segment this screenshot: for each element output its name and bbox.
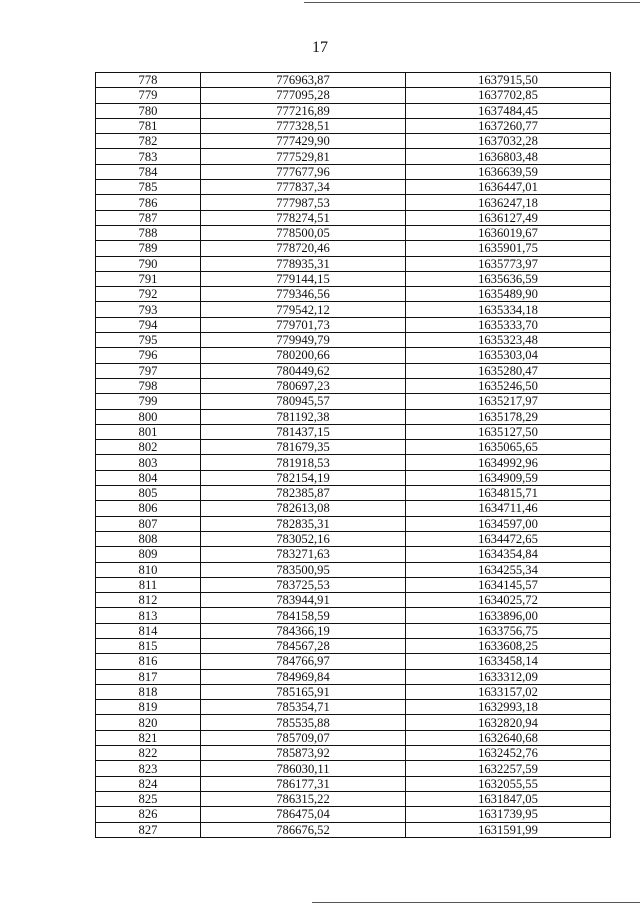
y-coordinate-cell: 1637032,28 (406, 134, 611, 149)
x-coordinate-cell: 779346,56 (201, 287, 406, 302)
point-number-cell: 818 (96, 684, 201, 699)
x-coordinate-cell: 782613,08 (201, 501, 406, 516)
x-coordinate-cell: 779701,73 (201, 317, 406, 332)
table-row (96, 363, 611, 378)
point-number-cell: 823 (96, 761, 201, 776)
point-number-cell: 811 (96, 577, 201, 592)
x-coordinate-cell: 783052,16 (201, 531, 406, 546)
point-number-cell: 810 (96, 562, 201, 577)
x-coordinate-cell: 778720,46 (201, 241, 406, 256)
x-coordinate-cell: 778935,31 (201, 256, 406, 271)
table-row (96, 134, 611, 149)
point-number-cell: 819 (96, 700, 201, 715)
table-row (96, 531, 611, 546)
table-row (96, 88, 611, 103)
x-coordinate-cell: 781918,53 (201, 455, 406, 470)
x-coordinate-cell: 779949,79 (201, 333, 406, 348)
table-row (96, 608, 611, 623)
table-row (96, 394, 611, 409)
y-coordinate-cell: 1635065,65 (406, 440, 611, 455)
x-coordinate-cell: 777328,51 (201, 118, 406, 133)
point-number-cell: 785 (96, 180, 201, 195)
x-coordinate-cell: 781679,35 (201, 440, 406, 455)
table-row (96, 807, 611, 822)
point-number-cell: 820 (96, 715, 201, 730)
y-coordinate-cell: 1633756,75 (406, 623, 611, 638)
point-number-cell: 788 (96, 225, 201, 240)
y-coordinate-cell: 1632257,59 (406, 761, 611, 776)
x-coordinate-cell: 783500,95 (201, 562, 406, 577)
table-row (96, 562, 611, 577)
x-coordinate-cell: 784158,59 (201, 608, 406, 623)
y-coordinate-cell: 1632640,68 (406, 730, 611, 745)
y-coordinate-cell: 1634711,46 (406, 501, 611, 516)
point-number-cell: 782 (96, 134, 201, 149)
point-number-cell: 792 (96, 287, 201, 302)
x-coordinate-cell: 779144,15 (201, 271, 406, 286)
table-row (96, 715, 611, 730)
x-coordinate-cell: 786475,04 (201, 807, 406, 822)
point-number-cell: 807 (96, 516, 201, 531)
table-row (96, 149, 611, 164)
x-coordinate-cell: 782835,31 (201, 516, 406, 531)
y-coordinate-cell: 1632055,55 (406, 776, 611, 791)
y-coordinate-cell: 1631847,05 (406, 791, 611, 806)
y-coordinate-cell: 1634145,57 (406, 577, 611, 592)
y-coordinate-cell: 1637484,45 (406, 103, 611, 118)
table-row (96, 791, 611, 806)
point-number-cell: 808 (96, 531, 201, 546)
point-number-cell: 781 (96, 118, 201, 133)
point-number-cell: 812 (96, 593, 201, 608)
point-number-cell: 824 (96, 776, 201, 791)
y-coordinate-cell: 1637260,77 (406, 118, 611, 133)
x-coordinate-cell: 783944,91 (201, 593, 406, 608)
table-row (96, 348, 611, 363)
point-number-cell: 826 (96, 807, 201, 822)
y-coordinate-cell: 1634255,34 (406, 562, 611, 577)
x-coordinate-cell: 776963,87 (201, 73, 406, 88)
y-coordinate-cell: 1636019,67 (406, 225, 611, 240)
y-coordinate-cell: 1634472,65 (406, 531, 611, 546)
table-row (96, 440, 611, 455)
coordinates-table (95, 72, 611, 838)
y-coordinate-cell: 1634909,59 (406, 470, 611, 485)
table-row (96, 195, 611, 210)
bottom-rule (312, 902, 640, 903)
table-row (96, 638, 611, 653)
x-coordinate-cell: 780945,57 (201, 394, 406, 409)
point-number-cell: 789 (96, 241, 201, 256)
y-coordinate-cell: 1637915,50 (406, 73, 611, 88)
table-row (96, 577, 611, 592)
page-number: 17 (312, 39, 328, 56)
table-row (96, 241, 611, 256)
y-coordinate-cell: 1635178,29 (406, 409, 611, 424)
point-number-cell: 796 (96, 348, 201, 363)
y-coordinate-cell: 1634992,96 (406, 455, 611, 470)
y-coordinate-cell: 1636127,49 (406, 210, 611, 225)
x-coordinate-cell: 780697,23 (201, 378, 406, 393)
table-row (96, 455, 611, 470)
table-row (96, 180, 611, 195)
table-row (96, 103, 611, 118)
y-coordinate-cell: 1635901,75 (406, 241, 611, 256)
x-coordinate-cell: 785165,91 (201, 684, 406, 699)
top-rule (304, 2, 640, 3)
y-coordinate-cell: 1635323,48 (406, 333, 611, 348)
point-number-cell: 822 (96, 746, 201, 761)
table-row (96, 317, 611, 332)
x-coordinate-cell: 780449,62 (201, 363, 406, 378)
x-coordinate-cell: 778274,51 (201, 210, 406, 225)
point-number-cell: 806 (96, 501, 201, 516)
point-number-cell: 821 (96, 730, 201, 745)
table-row (96, 470, 611, 485)
point-number-cell: 779 (96, 88, 201, 103)
y-coordinate-cell: 1636639,59 (406, 164, 611, 179)
x-coordinate-cell: 783725,53 (201, 577, 406, 592)
point-number-cell: 815 (96, 638, 201, 653)
y-coordinate-cell: 1633157,02 (406, 684, 611, 699)
y-coordinate-cell: 1637702,85 (406, 88, 611, 103)
table-row (96, 623, 611, 638)
y-coordinate-cell: 1636803,48 (406, 149, 611, 164)
table-row (96, 73, 611, 88)
x-coordinate-cell: 786315,22 (201, 791, 406, 806)
y-coordinate-cell: 1633608,25 (406, 638, 611, 653)
y-coordinate-cell: 1634597,00 (406, 516, 611, 531)
table-row (96, 669, 611, 684)
table-row (96, 822, 611, 837)
table-row (96, 486, 611, 501)
point-number-cell: 794 (96, 317, 201, 332)
point-number-cell: 804 (96, 470, 201, 485)
table-row (96, 424, 611, 439)
x-coordinate-cell: 784567,28 (201, 638, 406, 653)
y-coordinate-cell: 1633458,14 (406, 654, 611, 669)
table-row (96, 271, 611, 286)
x-coordinate-cell: 786676,52 (201, 822, 406, 837)
x-coordinate-cell: 783271,63 (201, 547, 406, 562)
table-row (96, 684, 611, 699)
y-coordinate-cell: 1636447,01 (406, 180, 611, 195)
table-row (96, 378, 611, 393)
y-coordinate-cell: 1635489,90 (406, 287, 611, 302)
point-number-cell: 795 (96, 333, 201, 348)
table-row (96, 654, 611, 669)
y-coordinate-cell: 1634815,71 (406, 486, 611, 501)
table-row (96, 302, 611, 317)
point-number-cell: 800 (96, 409, 201, 424)
table-row (96, 516, 611, 531)
x-coordinate-cell: 779542,12 (201, 302, 406, 317)
table-row (96, 256, 611, 271)
y-coordinate-cell: 1635636,59 (406, 271, 611, 286)
y-coordinate-cell: 1635246,50 (406, 378, 611, 393)
x-coordinate-cell: 784366,19 (201, 623, 406, 638)
point-number-cell: 801 (96, 424, 201, 439)
x-coordinate-cell: 781437,15 (201, 424, 406, 439)
y-coordinate-cell: 1636247,18 (406, 195, 611, 210)
point-number-cell: 780 (96, 103, 201, 118)
x-coordinate-cell: 777987,53 (201, 195, 406, 210)
table-row (96, 333, 611, 348)
x-coordinate-cell: 778500,05 (201, 225, 406, 240)
x-coordinate-cell: 785873,92 (201, 746, 406, 761)
point-number-cell: 802 (96, 440, 201, 455)
table-row (96, 118, 611, 133)
table-row (96, 225, 611, 240)
table-row (96, 761, 611, 776)
point-number-cell: 797 (96, 363, 201, 378)
table-row (96, 501, 611, 516)
table-row (96, 287, 611, 302)
x-coordinate-cell: 784766,97 (201, 654, 406, 669)
point-number-cell: 809 (96, 547, 201, 562)
x-coordinate-cell: 785354,71 (201, 700, 406, 715)
point-number-cell: 791 (96, 271, 201, 286)
y-coordinate-cell: 1631591,99 (406, 822, 611, 837)
x-coordinate-cell: 777677,96 (201, 164, 406, 179)
point-number-cell: 790 (96, 256, 201, 271)
coordinates-table-body (96, 73, 611, 838)
y-coordinate-cell: 1635280,47 (406, 363, 611, 378)
point-number-cell: 816 (96, 654, 201, 669)
x-coordinate-cell: 777216,89 (201, 103, 406, 118)
table-row (96, 700, 611, 715)
y-coordinate-cell: 1635127,50 (406, 424, 611, 439)
point-number-cell: 805 (96, 486, 201, 501)
point-number-cell: 814 (96, 623, 201, 638)
point-number-cell: 783 (96, 149, 201, 164)
x-coordinate-cell: 782385,87 (201, 486, 406, 501)
x-coordinate-cell: 777529,81 (201, 149, 406, 164)
table-row (96, 593, 611, 608)
point-number-cell: 784 (96, 164, 201, 179)
point-number-cell: 803 (96, 455, 201, 470)
table-row (96, 776, 611, 791)
point-number-cell: 798 (96, 378, 201, 393)
point-number-cell: 799 (96, 394, 201, 409)
table-row (96, 730, 611, 745)
x-coordinate-cell: 780200,66 (201, 348, 406, 363)
table-row (96, 210, 611, 225)
x-coordinate-cell: 784969,84 (201, 669, 406, 684)
point-number-cell: 786 (96, 195, 201, 210)
table-row (96, 409, 611, 424)
x-coordinate-cell: 786177,31 (201, 776, 406, 791)
table-row (96, 746, 611, 761)
x-coordinate-cell: 786030,11 (201, 761, 406, 776)
y-coordinate-cell: 1635333,70 (406, 317, 611, 332)
x-coordinate-cell: 785535,88 (201, 715, 406, 730)
point-number-cell: 787 (96, 210, 201, 225)
point-number-cell: 778 (96, 73, 201, 88)
y-coordinate-cell: 1633896,00 (406, 608, 611, 623)
y-coordinate-cell: 1635334,18 (406, 302, 611, 317)
point-number-cell: 825 (96, 791, 201, 806)
y-coordinate-cell: 1631739,95 (406, 807, 611, 822)
y-coordinate-cell: 1632820,94 (406, 715, 611, 730)
y-coordinate-cell: 1633312,09 (406, 669, 611, 684)
x-coordinate-cell: 777429,90 (201, 134, 406, 149)
y-coordinate-cell: 1635773,97 (406, 256, 611, 271)
x-coordinate-cell: 781192,38 (201, 409, 406, 424)
x-coordinate-cell: 782154,19 (201, 470, 406, 485)
y-coordinate-cell: 1634025,72 (406, 593, 611, 608)
x-coordinate-cell: 785709,07 (201, 730, 406, 745)
y-coordinate-cell: 1635303,04 (406, 348, 611, 363)
table-row (96, 547, 611, 562)
point-number-cell: 827 (96, 822, 201, 837)
table-row (96, 164, 611, 179)
y-coordinate-cell: 1632993,18 (406, 700, 611, 715)
x-coordinate-cell: 777095,28 (201, 88, 406, 103)
point-number-cell: 813 (96, 608, 201, 623)
point-number-cell: 793 (96, 302, 201, 317)
y-coordinate-cell: 1634354,84 (406, 547, 611, 562)
y-coordinate-cell: 1632452,76 (406, 746, 611, 761)
point-number-cell: 817 (96, 669, 201, 684)
y-coordinate-cell: 1635217,97 (406, 394, 611, 409)
x-coordinate-cell: 777837,34 (201, 180, 406, 195)
